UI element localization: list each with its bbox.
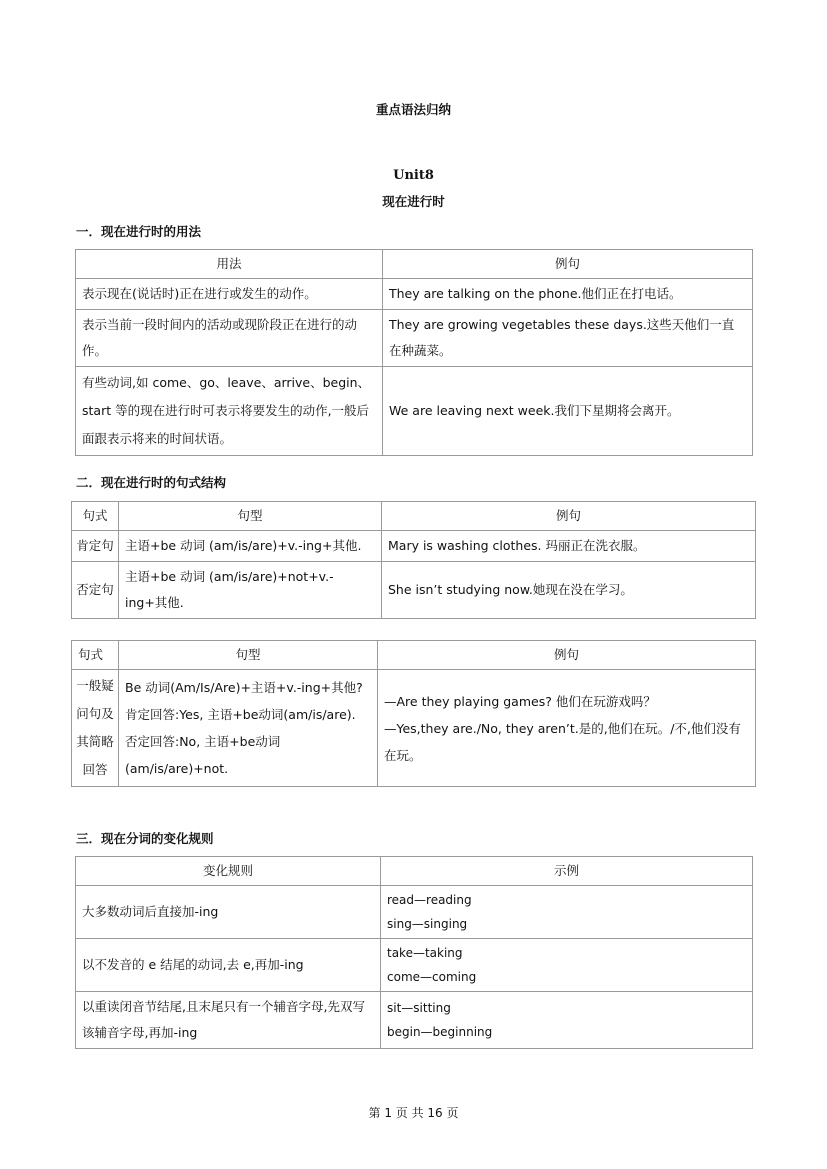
- topic-subtitle: 现在进行时: [382, 194, 445, 209]
- pattern-cell: [119, 670, 378, 787]
- example-line: take—taking: [387, 946, 463, 960]
- table-row: [72, 562, 756, 619]
- table-header-row: [72, 641, 756, 670]
- table-row: [72, 531, 756, 562]
- example-line: begin—beginning: [387, 1025, 493, 1039]
- header-examples: 示例: [381, 857, 753, 886]
- example-line: sing—singing: [387, 917, 468, 931]
- section-heading-1: 一．现在进行时的用法: [76, 224, 202, 239]
- unit-label: Unit8: [393, 168, 434, 183]
- usage-table: [75, 249, 753, 456]
- examples-cell: [381, 992, 753, 1049]
- example-line: come—coming: [387, 970, 477, 984]
- example-line: —Are they playing games? 他们在玩游戏吗？: [384, 693, 656, 709]
- question-table: [71, 640, 756, 787]
- example-cell: Mary is washing clothes. 玛丽正在洗衣服。: [382, 531, 756, 562]
- example-cell: They are growing vegetables these days.这些天他们一直在种蔬菜。: [383, 310, 753, 367]
- section-heading-2: 二．现在进行时的句式结构: [76, 475, 227, 490]
- pattern-cell: 主语+be 动词 (am/is/are)+v.-ing+其他.: [119, 531, 382, 562]
- table-row: [72, 670, 756, 787]
- rule-cell: 大多数动词后直接加-ing: [76, 886, 381, 939]
- pattern-line: 肯定回答:Yes, 主语+be动词(am/is/are).: [125, 707, 356, 722]
- rule-cell: 以不发音的 e 结尾的动词,去 e,再加-ing: [76, 939, 381, 992]
- usage-cell: 表示现在(说话时)正在进行或发生的动作。: [76, 279, 383, 310]
- structure-table: [71, 501, 756, 619]
- table-row: [76, 992, 753, 1049]
- rule-cell: 以重读闭音节结尾,且末尾只有一个辅音字母,先双写该辅音字母,再加-ing: [76, 992, 381, 1049]
- table-header-row: [76, 250, 753, 279]
- table-row: [76, 939, 753, 992]
- example-line: read—reading: [387, 893, 472, 907]
- example-cell: We are leaving next week.我们下星期将会离开。: [383, 367, 753, 456]
- form-cell: 否定句: [72, 562, 119, 619]
- header-example: 例句: [378, 641, 756, 670]
- table-row: [76, 886, 753, 939]
- example-cell: She isn’t studying now.她现在没在学习。: [382, 562, 756, 619]
- usage-cell: 有些动词,如 come、go、leave、arrive、begin、start 等的现在进行时可表示将要发生的动作,一般后面跟表示将来的时间状语。: [76, 367, 383, 456]
- examples-cell: [381, 886, 753, 939]
- participle-table: [75, 856, 753, 1049]
- example-line: —Yes,they are./No, they aren’t.是的,他们在玩。/不,他们没有在玩。: [384, 720, 741, 763]
- page-footer: 第 1 页 共 16 页: [368, 1106, 459, 1120]
- example-cell: They are talking on the phone.他们正在打电话。: [383, 279, 753, 310]
- form-cell: 一般疑问句及其简略回答: [72, 670, 119, 787]
- pattern-line: Be 动词(Am/Is/Are)+主语+v.-ing+其他?: [125, 680, 363, 695]
- example-cell: [378, 670, 756, 787]
- table-row: [76, 310, 753, 367]
- examples-cell: [381, 939, 753, 992]
- usage-cell: 表示当前一段时间内的活动或现阶段正在进行的动作。: [76, 310, 383, 367]
- section-heading-3: 三．现在分词的变化规则: [76, 831, 214, 846]
- table-header-row: [76, 857, 753, 886]
- header-pattern: 句型: [119, 502, 382, 531]
- header-example: 例句: [382, 502, 756, 531]
- pattern-cell: 主语+be 动词 (am/is/are)+not+v.-ing+其他.: [119, 562, 382, 619]
- header-pattern: 句型: [119, 641, 378, 670]
- example-line: sit—sitting: [387, 1001, 451, 1015]
- table-header-row: [72, 502, 756, 531]
- header-rule: 变化规则: [76, 857, 381, 886]
- page-title: 重点语法归纳: [375, 102, 451, 117]
- header-usage: 用法: [76, 250, 383, 279]
- header-example: 例句: [383, 250, 753, 279]
- form-cell: 肯定句: [72, 531, 119, 562]
- header-form: 句式: [72, 641, 119, 670]
- pattern-line: 否定回答:No, 主语+be动词(am/is/are)+not.: [125, 734, 281, 776]
- table-row: [76, 279, 753, 310]
- header-form: 句式: [72, 502, 119, 531]
- table-row: [76, 367, 753, 456]
